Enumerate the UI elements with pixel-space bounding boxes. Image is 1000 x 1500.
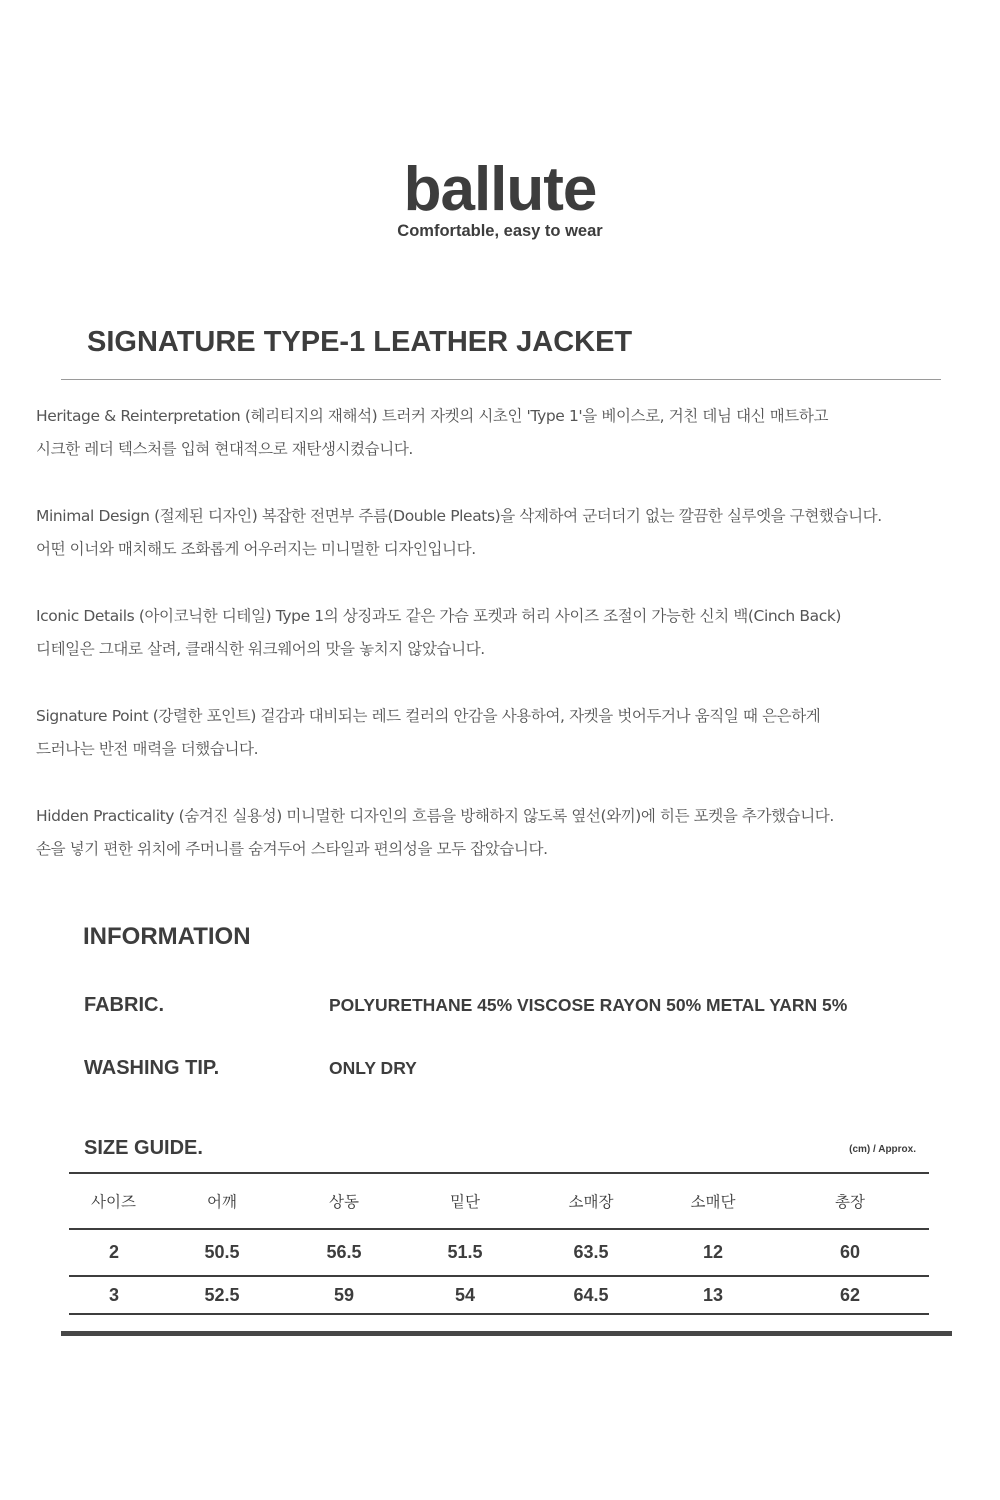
table-row bbox=[69, 1229, 929, 1276]
size-unit-note: (cm) / Approx. bbox=[849, 1144, 916, 1155]
size-table-cell: 12 bbox=[655, 1229, 771, 1276]
size-table-cell: 62 bbox=[771, 1276, 929, 1314]
size-table-header-cell: 밑단 bbox=[403, 1173, 527, 1229]
description-line: Signature Point (강렬한 포인트) 겉감과 대비되는 레드 컬러의 안감을 사용하여, 자켓을 벗어두거나 움직일 때 은은하게 bbox=[36, 707, 821, 725]
size-table-cell: 64.5 bbox=[527, 1276, 655, 1314]
information-heading: INFORMATION bbox=[83, 923, 251, 950]
size-table-cell: 56.5 bbox=[285, 1229, 403, 1276]
description-line: 디테일은 그대로 살려, 클래식한 워크웨어의 맛을 놓치지 않았습니다. bbox=[36, 640, 485, 658]
size-table-cell: 13 bbox=[655, 1276, 771, 1314]
fabric-value: POLYURETHANE 45% VISCOSE RAYON 50% METAL YARN 5% bbox=[329, 995, 848, 1015]
size-table-container bbox=[69, 1172, 929, 1315]
size-table-header-cell: 상동 bbox=[285, 1173, 403, 1229]
brand-logo: ballute bbox=[403, 155, 597, 224]
size-table bbox=[69, 1172, 929, 1315]
description-minimal-design bbox=[36, 500, 976, 566]
fabric-label: FABRIC. bbox=[84, 994, 164, 1016]
description-line: 손을 넣기 편한 위치에 주머니를 숨겨두어 스타일과 편의성을 모두 잡았습니다. bbox=[36, 840, 548, 858]
size-table-header-row bbox=[69, 1173, 929, 1229]
size-table-cell: 3 bbox=[69, 1276, 159, 1314]
size-guide-heading: SIZE GUIDE. bbox=[84, 1137, 203, 1159]
size-table-cell: 50.5 bbox=[159, 1229, 285, 1276]
size-table-cell: 52.5 bbox=[159, 1276, 285, 1314]
description-line: 어떤 이너와 매치해도 조화롭게 어우러지는 미니멀한 디자인입니다. bbox=[36, 540, 476, 558]
size-table-cell: 51.5 bbox=[403, 1229, 527, 1276]
description-line: Heritage & Reinterpretation (헤리티지의 재해석) 트러커 자켓의 시초인 'Type 1'을 베이스로, 거친 데님 대신 매트하고 bbox=[36, 407, 829, 425]
description-line: 시크한 레더 텍스처를 입혀 현대적으로 재탄생시켰습니다. bbox=[36, 440, 413, 458]
description-heritage bbox=[36, 400, 976, 466]
size-table-header-cell: 소매단 bbox=[655, 1173, 771, 1229]
table-row bbox=[69, 1276, 929, 1314]
size-table-cell: 54 bbox=[403, 1276, 527, 1314]
size-table-header-cell: 사이즈 bbox=[69, 1173, 159, 1229]
size-table-cell: 63.5 bbox=[527, 1229, 655, 1276]
washing-tip-label: WASHING TIP. bbox=[84, 1057, 220, 1079]
size-table-cell: 60 bbox=[771, 1229, 929, 1276]
description-line: Minimal Design (절제된 디자인) 복잡한 전면부 주름(Double Pleats)을 삭제하여 군더더기 없는 깔끔한 실루엣을 구현했습니다. bbox=[36, 507, 882, 525]
size-table-cell: 2 bbox=[69, 1229, 159, 1276]
description-signature-point bbox=[36, 700, 976, 766]
description-hidden-practicality bbox=[36, 800, 976, 866]
brand-tagline: Comfortable, easy to wear bbox=[397, 222, 603, 240]
size-table-header-cell: 어깨 bbox=[159, 1173, 285, 1229]
description-line: Iconic Details (아이코닉한 디테일) Type 1의 상징과도 같은 가슴 포켓과 허리 사이즈 조절이 가능한 신치 백(Cinch Back) bbox=[36, 607, 842, 625]
size-table-cell: 59 bbox=[285, 1276, 403, 1314]
size-table-header-cell: 소매장 bbox=[527, 1173, 655, 1229]
description-line: 드러나는 반전 매력을 더했습니다. bbox=[36, 740, 259, 758]
description-iconic-details bbox=[36, 600, 976, 666]
title-divider bbox=[61, 379, 941, 380]
product-title: SIGNATURE TYPE-1 LEATHER JACKET bbox=[87, 326, 633, 358]
bottom-bar bbox=[61, 1331, 952, 1336]
washing-tip-value: ONLY DRY bbox=[329, 1058, 417, 1078]
description-line: Hidden Practicality (숨겨진 실용성) 미니멀한 디자인의 흐름을 방해하지 않도록 옆선(와끼)에 히든 포켓을 추가했습니다. bbox=[36, 807, 834, 825]
size-table-header-cell: 총장 bbox=[771, 1173, 929, 1229]
